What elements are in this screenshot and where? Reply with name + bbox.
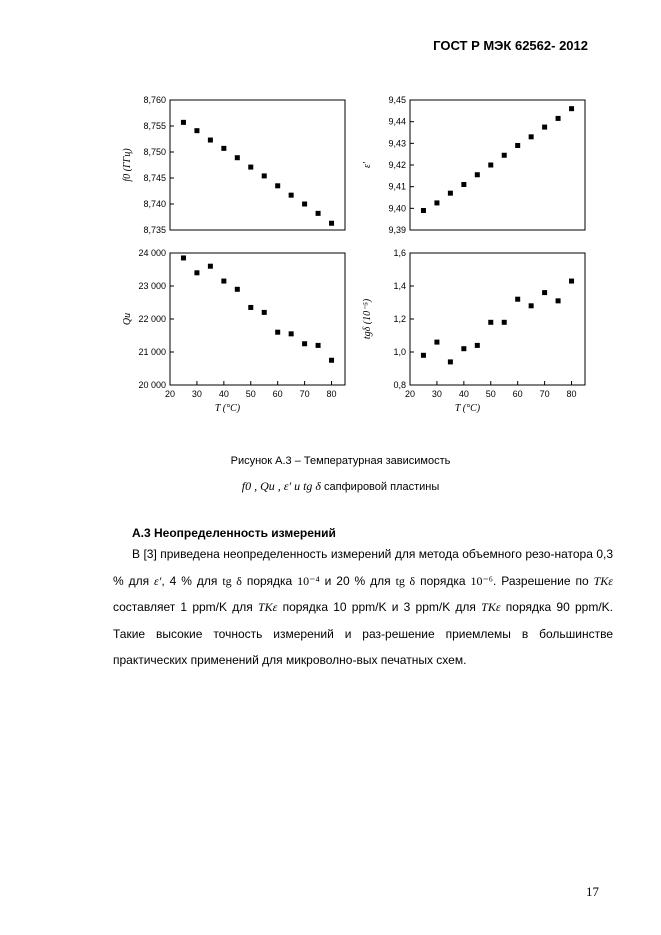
- data-point: [235, 155, 240, 160]
- x-tick-label: 50: [245, 389, 256, 399]
- x-tick-label: 20: [164, 389, 176, 399]
- y-tick-label: 8,735: [143, 225, 166, 235]
- text-run: порядка: [415, 573, 471, 588]
- text-run: порядка 10 ppm/K и 3 ppm/K для: [277, 600, 482, 614]
- y-tick-label: 9,41: [388, 181, 406, 192]
- data-point: [502, 320, 507, 325]
- data-point: [221, 146, 226, 151]
- data-point: [181, 120, 186, 125]
- x-axis-label: T (°C): [214, 403, 241, 414]
- data-point: [316, 343, 321, 348]
- section-heading: А.3 Неопределенность измерений: [132, 526, 336, 540]
- data-point: [194, 270, 199, 275]
- plot-frame: [170, 100, 345, 230]
- data-point: [262, 173, 267, 178]
- x-tick-label: 20: [404, 389, 416, 399]
- symbol-power: 10⁻⁶: [470, 573, 493, 588]
- text-run: В [3] приведена неопределенность измерений для метода объемного резо-натора 0,3 % для: [113, 547, 613, 588]
- symbol-tk-epsilon: TKε: [593, 573, 613, 588]
- document-header: ГОСТ Р МЭК 62562- 2012: [433, 38, 588, 53]
- y-tick-label: 1,4: [393, 281, 406, 291]
- figure-caption-line2: [10, 479, 661, 494]
- text-run: и 20 % для: [319, 573, 396, 588]
- data-point: [194, 128, 199, 133]
- y-tick-label: 8,740: [143, 199, 166, 209]
- data-point: [515, 297, 520, 302]
- y-axis-label: tgδ (10⁻⁵): [362, 298, 373, 340]
- data-point: [529, 303, 534, 308]
- data-point: [529, 134, 534, 139]
- chart-epsilon: [360, 92, 600, 247]
- x-tick-label: 70: [299, 389, 310, 399]
- figure-caption-line1: Рисунок А.3 – Температурная зависимость: [230, 455, 451, 467]
- data-point: [475, 343, 480, 348]
- symbol-tgdelta: tg δ: [395, 573, 416, 588]
- data-point: [461, 346, 466, 351]
- y-tick-label: 9,39: [388, 225, 406, 235]
- symbol-power: 10⁻⁴: [297, 573, 320, 588]
- y-tick-label: 23 000: [138, 281, 166, 291]
- y-tick-label: 1,6: [393, 248, 406, 258]
- y-tick-label: 0,8: [393, 380, 406, 390]
- y-tick-label: 9,45: [388, 95, 406, 105]
- y-tick-label: 8,755: [143, 121, 166, 131]
- data-point: [569, 279, 574, 284]
- data-point: [556, 298, 561, 303]
- data-point: [221, 279, 226, 284]
- data-point: [556, 116, 561, 121]
- y-tick-label: 24 000: [138, 248, 166, 258]
- data-point: [302, 202, 307, 207]
- x-tick-label: 60: [272, 389, 283, 399]
- y-tick-label: 9,40: [388, 203, 406, 214]
- x-tick-label: 30: [431, 389, 442, 399]
- chart-qu: [120, 245, 360, 435]
- text-run: , 4 % для: [161, 573, 223, 588]
- y-tick-label: 20 000: [138, 380, 166, 390]
- body-paragraph: [113, 541, 613, 674]
- text-run: составляет 1 ppm/K для: [113, 600, 258, 614]
- page-number: 17: [586, 884, 599, 899]
- x-tick-label: 50: [485, 389, 496, 399]
- x-tick-label: 40: [218, 389, 229, 399]
- y-axis-label: Qu: [122, 312, 133, 326]
- data-point: [448, 359, 453, 364]
- data-point: [502, 153, 507, 158]
- chart-tgdelta: [360, 245, 600, 435]
- data-point: [289, 331, 294, 336]
- data-point: [248, 165, 253, 170]
- y-tick-label: 22 000: [138, 314, 166, 324]
- data-point: [569, 106, 574, 111]
- data-point: [262, 310, 267, 315]
- y-axis-label: f0 (ГГц): [122, 148, 133, 182]
- data-point: [275, 183, 280, 188]
- y-axis-label: ε': [362, 161, 373, 169]
- data-point: [421, 353, 426, 358]
- data-point: [289, 193, 294, 198]
- data-point: [208, 138, 213, 143]
- text-run: порядка 90 ppm/K. Такие высокие точность измерений и раз-решение приемлемы в большинстве практических применений для микроволно-вых печатных схем.: [113, 600, 613, 667]
- data-point: [434, 200, 439, 205]
- y-tick-label: 8,750: [143, 147, 166, 157]
- data-point: [434, 340, 439, 345]
- data-point: [275, 330, 280, 335]
- data-point: [208, 264, 213, 269]
- data-point: [475, 172, 480, 177]
- y-tick-label: 1,2: [393, 314, 406, 324]
- symbol-tk-epsilon: TKε: [481, 600, 501, 614]
- data-point: [302, 341, 307, 346]
- data-point: [488, 163, 493, 168]
- data-point: [461, 182, 466, 187]
- symbol-tgdelta: tg δ: [222, 573, 242, 588]
- data-point: [235, 287, 240, 292]
- data-point: [248, 305, 253, 310]
- symbol-tk-epsilon: TKε: [257, 600, 278, 614]
- data-point: [448, 191, 453, 196]
- x-axis-label: T (°C): [454, 403, 481, 414]
- caption-text: сапфировой пластины: [321, 481, 440, 493]
- data-point: [316, 211, 321, 216]
- text-run: порядка: [241, 573, 298, 588]
- y-tick-label: 9,43: [388, 138, 406, 149]
- data-point: [329, 221, 334, 226]
- x-tick-label: 70: [539, 389, 550, 399]
- data-point: [421, 208, 426, 213]
- y-tick-label: 9,44: [388, 116, 406, 127]
- data-point: [542, 125, 547, 130]
- data-point: [181, 255, 186, 260]
- y-tick-label: 21 000: [138, 347, 166, 357]
- data-point: [542, 290, 547, 295]
- data-point: [329, 358, 334, 363]
- plot-frame: [410, 253, 585, 385]
- y-tick-label: 8,745: [143, 173, 166, 183]
- caption-symbols: f0 , Qu , ε′ и tg δ: [241, 479, 321, 493]
- data-point: [488, 320, 493, 325]
- y-tick-label: 1,0: [393, 347, 406, 357]
- x-tick-label: 60: [512, 389, 523, 399]
- symbol-epsilon: ε′: [154, 573, 162, 588]
- x-tick-label: 40: [458, 389, 469, 399]
- text-run: . Разрешение по: [492, 573, 594, 588]
- y-tick-label: 9,42: [388, 160, 406, 170]
- x-tick-label: 80: [326, 389, 337, 399]
- y-tick-label: 8,760: [143, 95, 166, 105]
- chart-f0: [120, 92, 360, 247]
- x-tick-label: 30: [191, 389, 202, 399]
- x-tick-label: 80: [566, 389, 577, 399]
- data-point: [515, 143, 520, 148]
